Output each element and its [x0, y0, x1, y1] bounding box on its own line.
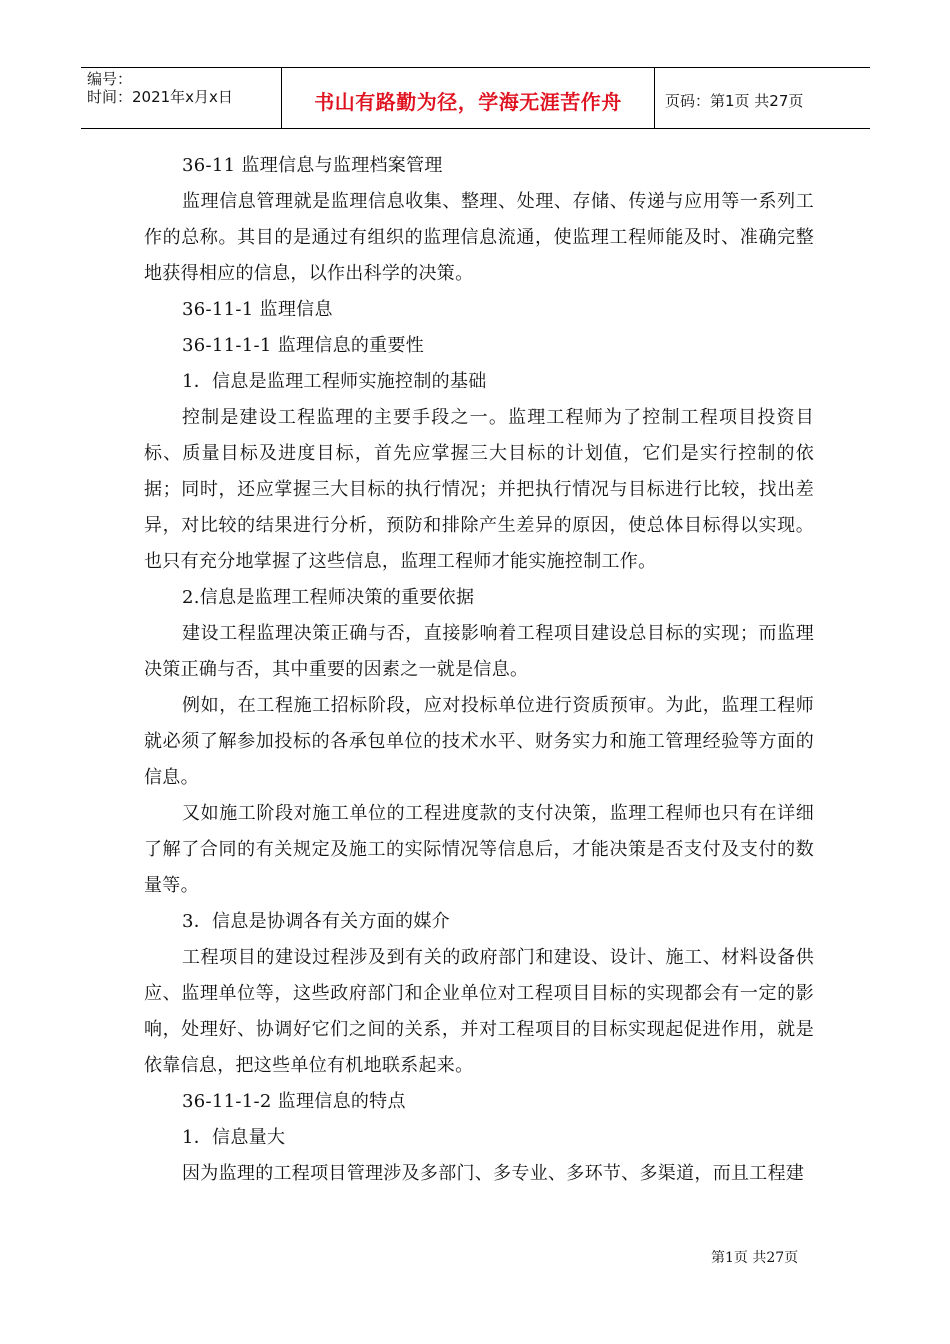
body-paragraph: 例如，在工程施工招标阶段，应对投标单位进行资质预审。为此，监理工程师就必须了解参加投标的各承包单位的技术水平、财务实力和施工管理经验等方面的信息。: [144, 695, 814, 788]
page-header: [81, 67, 870, 129]
document-date: 时间：2021年x月x日: [87, 88, 233, 106]
body-paragraph: 监理信息管理就是监理信息收集、整理、处理、存储、传递与应用等一系列工作的总称。其目的是通过有组织的监理信息流通，使监理工程师能及时、准确完整地获得相应的信息，以作出科学的决策。: [144, 191, 814, 284]
section-heading: 36-11 监理信息与监理档案管理: [182, 155, 443, 176]
subsection-heading: 36-11-1-1 监理信息的重要性: [182, 335, 425, 356]
body-paragraph: 建设工程监理决策正确与否，直接影响着工程项目建设总目标的实现；而监理决策正确与否，其中重要的因素之一就是信息。: [144, 623, 814, 680]
list-heading: 3．信息是协调各有关方面的媒介: [182, 911, 450, 932]
document-body: [144, 148, 814, 1192]
page-footer: 第1页 共27页: [711, 1250, 799, 1266]
subsection-heading: 36-11-1 监理信息: [182, 299, 333, 320]
body-paragraph: 控制是建设工程监理的主要手段之一。监理工程师为了控制工程项目投资目标、质量目标及进度目标，首先应掌握三大目标的计划值，它们是实行控制的依据；同时，还应掌握三大目标的执行情况；并把执行情况与目标进行比较，找出差异，对比较的结果进行分析，预防和排除产生差异的原因，使总体目标得以实现。也只有充分地掌握了这些信息，监理工程师才能实施控制工作。: [144, 407, 814, 572]
list-heading: 1．信息是监理工程师实施控制的基础: [182, 371, 487, 392]
list-heading: 2.信息是监理工程师决策的重要依据: [182, 587, 475, 608]
header-motto-cell: [282, 68, 655, 128]
header-page-cell: [655, 68, 870, 128]
document-number-label: 编号：: [87, 70, 133, 88]
subsection-heading: 36-11-1-2 监理信息的特点: [182, 1091, 406, 1112]
header-page-info: 页码：第1页 共27页: [665, 91, 804, 110]
body-paragraph: 因为监理的工程项目管理涉及多部门、多专业、多环节、多渠道，而且工程建: [182, 1163, 805, 1184]
body-paragraph: 又如施工阶段对施工单位的工程进度款的支付决策，监理工程师也只有在详细了解了合同的有关规定及施工的实际情况等信息后，才能决策是否支付及支付的数量等。: [144, 803, 814, 896]
header-meta-cell: [81, 68, 282, 128]
list-heading: 1．信息量大: [182, 1127, 286, 1148]
header-motto: 书山有路勤为径，学海无涯苦作舟: [314, 89, 622, 114]
body-paragraph: 工程项目的建设过程涉及到有关的政府部门和建设、设计、施工、材料设备供应、监理单位等，这些政府部门和企业单位对工程项目目标的实现都会有一定的影响，处理好、协调好它们之间的关系，并对工程项目的目标实现起促进作用，就是依靠信息，把这些单位有机地联系起来。: [144, 947, 814, 1076]
